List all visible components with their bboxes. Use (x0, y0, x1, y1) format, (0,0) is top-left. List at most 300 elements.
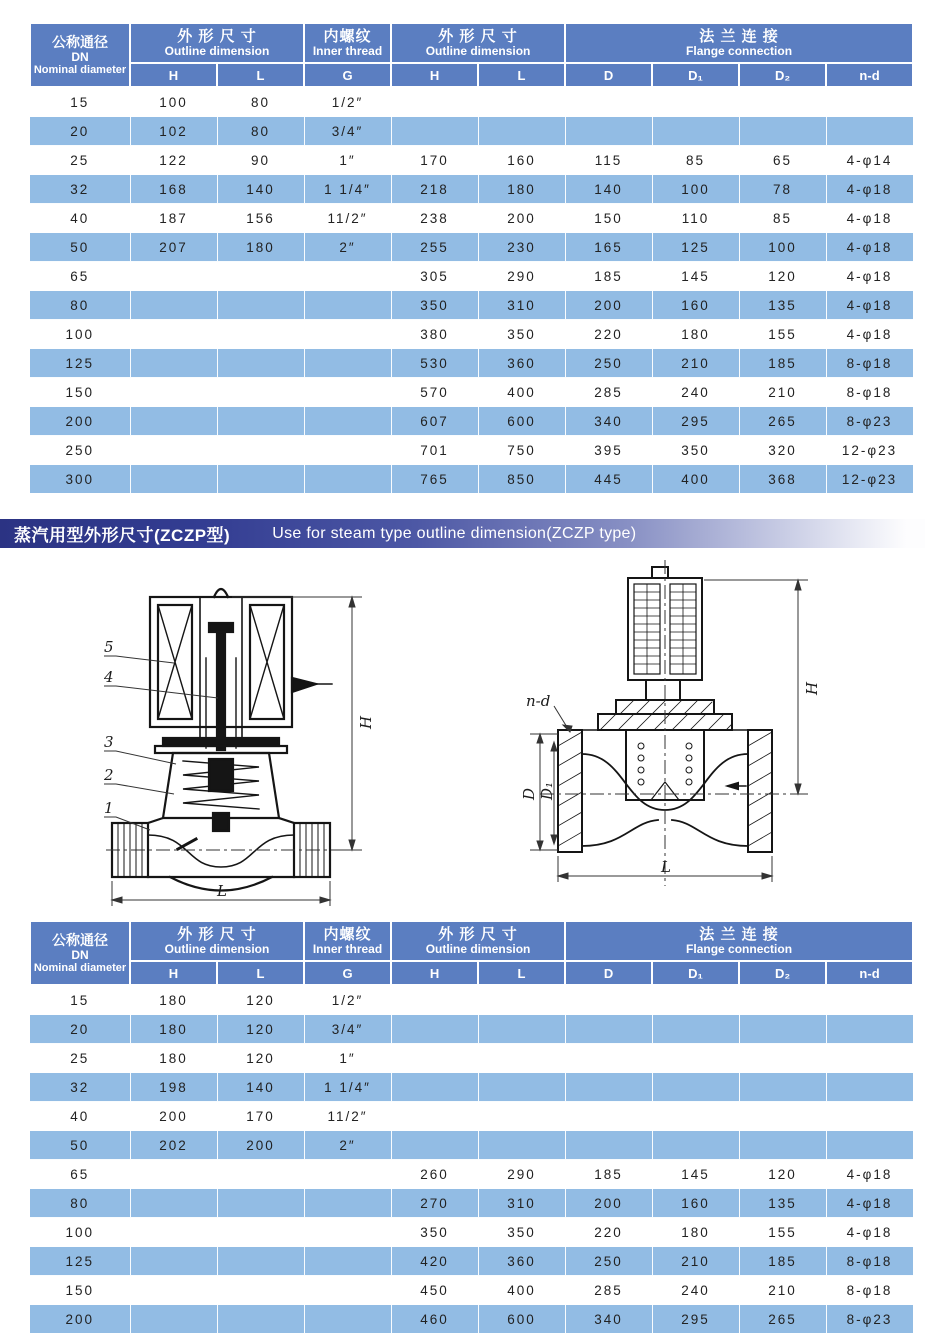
value-cell (826, 1044, 913, 1073)
table-row (30, 1247, 913, 1276)
value-cell (130, 320, 217, 349)
value-cell (130, 1247, 217, 1276)
table-row (30, 117, 913, 146)
value-cell: 570 (391, 378, 478, 407)
col-header-d1: D₁ (652, 63, 739, 87)
value-cell (739, 1044, 826, 1073)
value-cell (478, 87, 565, 117)
value-cell (652, 1015, 739, 1044)
callout-2: 2 (103, 766, 114, 784)
table-row (30, 1160, 913, 1189)
value-cell (478, 117, 565, 146)
value-cell: 140 (217, 1073, 304, 1102)
value-cell: 1/2″ (304, 87, 391, 117)
value-cell: 100 (739, 233, 826, 262)
col-header-l2: L (478, 961, 565, 985)
value-cell (652, 1044, 739, 1073)
dn-cell: 32 (30, 175, 130, 204)
value-cell: 290 (478, 1160, 565, 1189)
value-cell: 600 (478, 1305, 565, 1333)
value-cell: 115 (565, 146, 652, 175)
value-cell: 360 (478, 1247, 565, 1276)
table-row (30, 233, 913, 262)
diagram-section (0, 548, 940, 920)
value-cell: 285 (565, 378, 652, 407)
value-cell (478, 1015, 565, 1044)
value-cell (217, 378, 304, 407)
value-cell: 1/2″ (304, 985, 391, 1015)
value-cell: 395 (565, 436, 652, 465)
table-row (30, 349, 913, 378)
value-cell: 11/2″ (304, 1102, 391, 1131)
dn-label-en: DN (31, 948, 129, 962)
value-cell: 4-φ18 (826, 1218, 913, 1247)
group-label-zh: 外 形 尺 寸 (131, 28, 303, 45)
dn-cell: 32 (30, 1073, 130, 1102)
value-cell: 200 (217, 1131, 304, 1160)
value-cell (130, 1305, 217, 1333)
dim-label-h: H (803, 681, 821, 696)
value-cell: 400 (478, 378, 565, 407)
value-cell: 4-φ18 (826, 233, 913, 262)
value-cell: 4-φ18 (826, 204, 913, 233)
value-cell: 460 (391, 1305, 478, 1333)
col-group-flange-connection (565, 23, 913, 63)
value-cell: 180 (130, 1044, 217, 1073)
dimension-table-top (29, 22, 914, 493)
dn-cell: 25 (30, 1044, 130, 1073)
value-cell: 160 (652, 291, 739, 320)
dn-cell: 40 (30, 1102, 130, 1131)
value-cell (652, 117, 739, 146)
value-cell: 65 (739, 146, 826, 175)
value-cell (826, 87, 913, 117)
table-row (30, 1189, 913, 1218)
value-cell: 185 (565, 1160, 652, 1189)
value-cell (391, 1131, 478, 1160)
value-cell (478, 1131, 565, 1160)
group-label-zh: 内螺纹 (305, 926, 390, 943)
value-cell: 445 (565, 465, 652, 494)
col-header-g: G (304, 63, 391, 87)
value-cell: 165 (565, 233, 652, 262)
value-cell (826, 985, 913, 1015)
value-cell (652, 1131, 739, 1160)
value-cell: 701 (391, 436, 478, 465)
value-cell: 8-φ18 (826, 1247, 913, 1276)
value-cell: 250 (565, 1247, 652, 1276)
value-cell (565, 985, 652, 1015)
dim-label-d: D (520, 788, 538, 801)
value-cell (391, 1044, 478, 1073)
value-cell: 250 (565, 349, 652, 378)
value-cell (826, 1131, 913, 1160)
value-cell (130, 378, 217, 407)
value-cell: 200 (130, 1102, 217, 1131)
value-cell (565, 1015, 652, 1044)
value-cell: 265 (739, 407, 826, 436)
col-header-g: G (304, 961, 391, 985)
value-cell: 285 (565, 1276, 652, 1305)
value-cell: 200 (478, 204, 565, 233)
col-group-inner-thread (304, 23, 391, 63)
banner-title-zh: 蒸汽用型外形尺寸(ZCZP型) (14, 521, 230, 546)
value-cell (304, 1160, 391, 1189)
value-cell: 200 (565, 291, 652, 320)
value-cell: 187 (130, 204, 217, 233)
value-cell: 4-φ18 (826, 1189, 913, 1218)
dn-cell: 20 (30, 117, 130, 146)
value-cell: 150 (565, 204, 652, 233)
value-cell (217, 349, 304, 378)
value-cell (304, 436, 391, 465)
value-cell (652, 1102, 739, 1131)
value-cell: 290 (478, 262, 565, 291)
value-cell (826, 1015, 913, 1044)
table-row (30, 378, 913, 407)
value-cell: 8-φ18 (826, 378, 913, 407)
value-cell (652, 1073, 739, 1102)
dn-cell: 65 (30, 1160, 130, 1189)
value-cell (217, 1160, 304, 1189)
table-row (30, 436, 913, 465)
value-cell: 270 (391, 1189, 478, 1218)
value-cell (565, 1131, 652, 1160)
col-header-d2: D₂ (739, 961, 826, 985)
value-cell (739, 87, 826, 117)
value-cell: 420 (391, 1247, 478, 1276)
diagram-labels (520, 681, 821, 876)
value-cell: 360 (478, 349, 565, 378)
value-cell (304, 320, 391, 349)
value-cell (217, 1305, 304, 1333)
value-cell (304, 262, 391, 291)
value-cell (652, 87, 739, 117)
dn-cell: 80 (30, 1189, 130, 1218)
value-cell: 450 (391, 1276, 478, 1305)
value-cell (217, 436, 304, 465)
dn-cell: 125 (30, 349, 130, 378)
col-group-outline-flanged (391, 23, 565, 63)
dn-cell: 250 (30, 436, 130, 465)
dim-label-l: L (216, 882, 227, 900)
value-cell: 120 (217, 1015, 304, 1044)
col-group-flange-connection (565, 921, 913, 961)
value-cell (130, 291, 217, 320)
dn-cell: 100 (30, 320, 130, 349)
value-cell (739, 1073, 826, 1102)
valve-cross-section (558, 567, 772, 852)
value-cell: 350 (652, 436, 739, 465)
dim-label-l: L (660, 858, 671, 876)
dn-cell: 20 (30, 1015, 130, 1044)
value-cell: 170 (217, 1102, 304, 1131)
value-cell: 8-φ23 (826, 407, 913, 436)
group-label-zh: 法 兰 连 接 (566, 28, 912, 45)
col-header-l2: L (478, 63, 565, 87)
table-row (30, 407, 913, 436)
value-cell (130, 1276, 217, 1305)
dn-cell: 50 (30, 233, 130, 262)
value-cell (565, 1102, 652, 1131)
callout-3: 3 (104, 733, 114, 751)
value-cell (826, 1102, 913, 1131)
value-cell: 350 (478, 1218, 565, 1247)
value-cell: 850 (478, 465, 565, 494)
value-cell: 8-φ18 (826, 349, 913, 378)
value-cell: 8-φ23 (826, 1305, 913, 1333)
value-cell (130, 1160, 217, 1189)
value-cell (739, 1015, 826, 1044)
value-cell (739, 1102, 826, 1131)
value-cell: 8-φ18 (826, 1276, 913, 1305)
value-cell: 85 (739, 204, 826, 233)
dn-cell: 40 (30, 204, 130, 233)
dn-label-sub: Nominal diameter (31, 962, 129, 975)
dn-cell: 150 (30, 378, 130, 407)
value-cell (217, 320, 304, 349)
value-cell: 120 (739, 1160, 826, 1189)
dn-cell: 65 (30, 262, 130, 291)
dn-cell: 150 (30, 1276, 130, 1305)
value-cell: 80 (217, 117, 304, 146)
col-group-outline-threaded (130, 23, 304, 63)
value-cell: 305 (391, 262, 478, 291)
value-cell: 3/4″ (304, 1015, 391, 1044)
value-cell (391, 1102, 478, 1131)
value-cell: 320 (739, 436, 826, 465)
value-cell: 230 (478, 233, 565, 262)
group-label-zh: 外 形 尺 寸 (392, 926, 564, 943)
value-cell (217, 1189, 304, 1218)
value-cell: 210 (739, 378, 826, 407)
group-label-zh: 外 形 尺 寸 (392, 28, 564, 45)
value-cell: 12-φ23 (826, 436, 913, 465)
value-cell: 1 1/4″ (304, 175, 391, 204)
table-row (30, 1218, 913, 1247)
group-label-en: Flange connection (566, 45, 912, 58)
table-row (30, 985, 913, 1015)
value-cell: 400 (652, 465, 739, 494)
value-cell (130, 349, 217, 378)
dn-cell: 100 (30, 1218, 130, 1247)
dn-label-en: DN (31, 50, 129, 64)
value-cell (304, 349, 391, 378)
value-cell: 180 (652, 1218, 739, 1247)
value-cell: 260 (391, 1160, 478, 1189)
value-cell: 125 (652, 233, 739, 262)
value-cell (217, 407, 304, 436)
value-cell: 180 (130, 1015, 217, 1044)
col-header-d2: D₂ (739, 63, 826, 87)
dn-cell: 125 (30, 1247, 130, 1276)
value-cell (391, 1073, 478, 1102)
value-cell: 350 (391, 291, 478, 320)
table-row (30, 262, 913, 291)
value-cell (130, 262, 217, 291)
value-cell: 600 (478, 407, 565, 436)
table-row (30, 1044, 913, 1073)
dimension-lines (104, 597, 362, 906)
value-cell (217, 1276, 304, 1305)
value-cell: 207 (130, 233, 217, 262)
flanged-valve-diagram (500, 554, 830, 894)
table-row (30, 175, 913, 204)
value-cell: 180 (217, 233, 304, 262)
value-cell: 400 (478, 1276, 565, 1305)
col-header-l1: L (217, 961, 304, 985)
col-header-dn (30, 921, 130, 985)
value-cell: 155 (739, 1218, 826, 1247)
value-cell: 200 (565, 1189, 652, 1218)
col-header-h2: H (391, 961, 478, 985)
value-cell: 185 (739, 349, 826, 378)
group-label-en: Outline dimension (392, 943, 564, 956)
group-label-zh: 外 形 尺 寸 (131, 926, 303, 943)
value-cell: 530 (391, 349, 478, 378)
value-cell (130, 436, 217, 465)
table-row (30, 1305, 913, 1333)
dn-cell: 300 (30, 465, 130, 494)
value-cell: 120 (217, 1044, 304, 1073)
value-cell (304, 378, 391, 407)
col-header-l1: L (217, 63, 304, 87)
value-cell: 145 (652, 1160, 739, 1189)
value-cell: 1 1/4″ (304, 1073, 391, 1102)
value-cell (391, 87, 478, 117)
value-cell (478, 1044, 565, 1073)
dn-cell: 200 (30, 407, 130, 436)
group-label-en: Inner thread (305, 943, 390, 956)
callout-4: 4 (103, 668, 114, 686)
value-cell (304, 1218, 391, 1247)
col-group-outline-threaded (130, 921, 304, 961)
value-cell (217, 1218, 304, 1247)
value-cell: 122 (130, 146, 217, 175)
value-cell (565, 1044, 652, 1073)
value-cell: 180 (652, 320, 739, 349)
group-label-en: Outline dimension (392, 45, 564, 58)
value-cell (130, 1218, 217, 1247)
value-cell: 240 (652, 378, 739, 407)
value-cell: 4-φ18 (826, 262, 913, 291)
value-cell: 218 (391, 175, 478, 204)
table-row (30, 1015, 913, 1044)
value-cell: 100 (652, 175, 739, 204)
value-cell: 4-φ18 (826, 320, 913, 349)
table-row (30, 146, 913, 175)
valve-cross-section (112, 589, 332, 891)
value-cell (130, 407, 217, 436)
table-row (30, 320, 913, 349)
value-cell: 140 (217, 175, 304, 204)
value-cell: 765 (391, 465, 478, 494)
dim-label-d1: D₁ (538, 782, 556, 801)
value-cell (304, 1247, 391, 1276)
table-row (30, 87, 913, 117)
value-cell: 185 (565, 262, 652, 291)
threaded-valve-diagram (70, 566, 380, 916)
table-row (30, 291, 913, 320)
col-header-nd: n-d (826, 961, 913, 985)
value-cell: 4-φ18 (826, 1160, 913, 1189)
group-label-en: Inner thread (305, 45, 390, 58)
table-row (30, 204, 913, 233)
value-cell: 210 (739, 1276, 826, 1305)
value-cell (391, 117, 478, 146)
value-cell (304, 291, 391, 320)
dim-label-h: H (357, 715, 375, 730)
value-cell: 4-φ18 (826, 175, 913, 204)
group-label-en: Outline dimension (131, 45, 303, 58)
value-cell: 140 (565, 175, 652, 204)
value-cell (826, 117, 913, 146)
value-cell: 255 (391, 233, 478, 262)
dn-cell: 25 (30, 146, 130, 175)
col-header-h1: H (130, 63, 217, 87)
value-cell: 265 (739, 1305, 826, 1333)
value-cell: 238 (391, 204, 478, 233)
value-cell: 135 (739, 291, 826, 320)
value-cell: 210 (652, 349, 739, 378)
value-cell (391, 985, 478, 1015)
value-cell: 210 (652, 1247, 739, 1276)
table-row (30, 1102, 913, 1131)
value-cell: 4-φ18 (826, 291, 913, 320)
dn-cell: 80 (30, 291, 130, 320)
value-cell (304, 1189, 391, 1218)
col-group-inner-thread (304, 921, 391, 961)
value-cell: 295 (652, 1305, 739, 1333)
value-cell (217, 1247, 304, 1276)
table-row (30, 1131, 913, 1160)
col-header-d1: D₁ (652, 961, 739, 985)
value-cell (565, 1073, 652, 1102)
value-cell: 90 (217, 146, 304, 175)
value-cell: 220 (565, 1218, 652, 1247)
value-cell (739, 117, 826, 146)
value-cell: 170 (391, 146, 478, 175)
col-header-nd: n-d (826, 63, 913, 87)
value-cell: 310 (478, 1189, 565, 1218)
dim-label-nd: n-d (526, 692, 550, 710)
value-cell: 145 (652, 262, 739, 291)
value-cell: 350 (391, 1218, 478, 1247)
value-cell: 160 (652, 1189, 739, 1218)
value-cell (217, 291, 304, 320)
value-cell: 156 (217, 204, 304, 233)
col-header-dn (30, 23, 130, 87)
value-cell (304, 407, 391, 436)
group-label-zh: 法 兰 连 接 (566, 926, 912, 943)
value-cell: 180 (130, 985, 217, 1015)
dn-cell: 15 (30, 87, 130, 117)
value-cell: 240 (652, 1276, 739, 1305)
value-cell: 1″ (304, 1044, 391, 1073)
group-label-en: Outline dimension (131, 943, 303, 956)
value-cell: 340 (565, 407, 652, 436)
value-cell: 155 (739, 320, 826, 349)
value-cell: 368 (739, 465, 826, 494)
value-cell: 102 (130, 117, 217, 146)
value-cell (739, 1131, 826, 1160)
value-cell: 160 (478, 146, 565, 175)
value-cell: 607 (391, 407, 478, 436)
value-cell: 4-φ14 (826, 146, 913, 175)
value-cell: 120 (217, 985, 304, 1015)
dn-label-zh: 公称通径 (31, 34, 129, 50)
value-cell: 12-φ23 (826, 465, 913, 494)
